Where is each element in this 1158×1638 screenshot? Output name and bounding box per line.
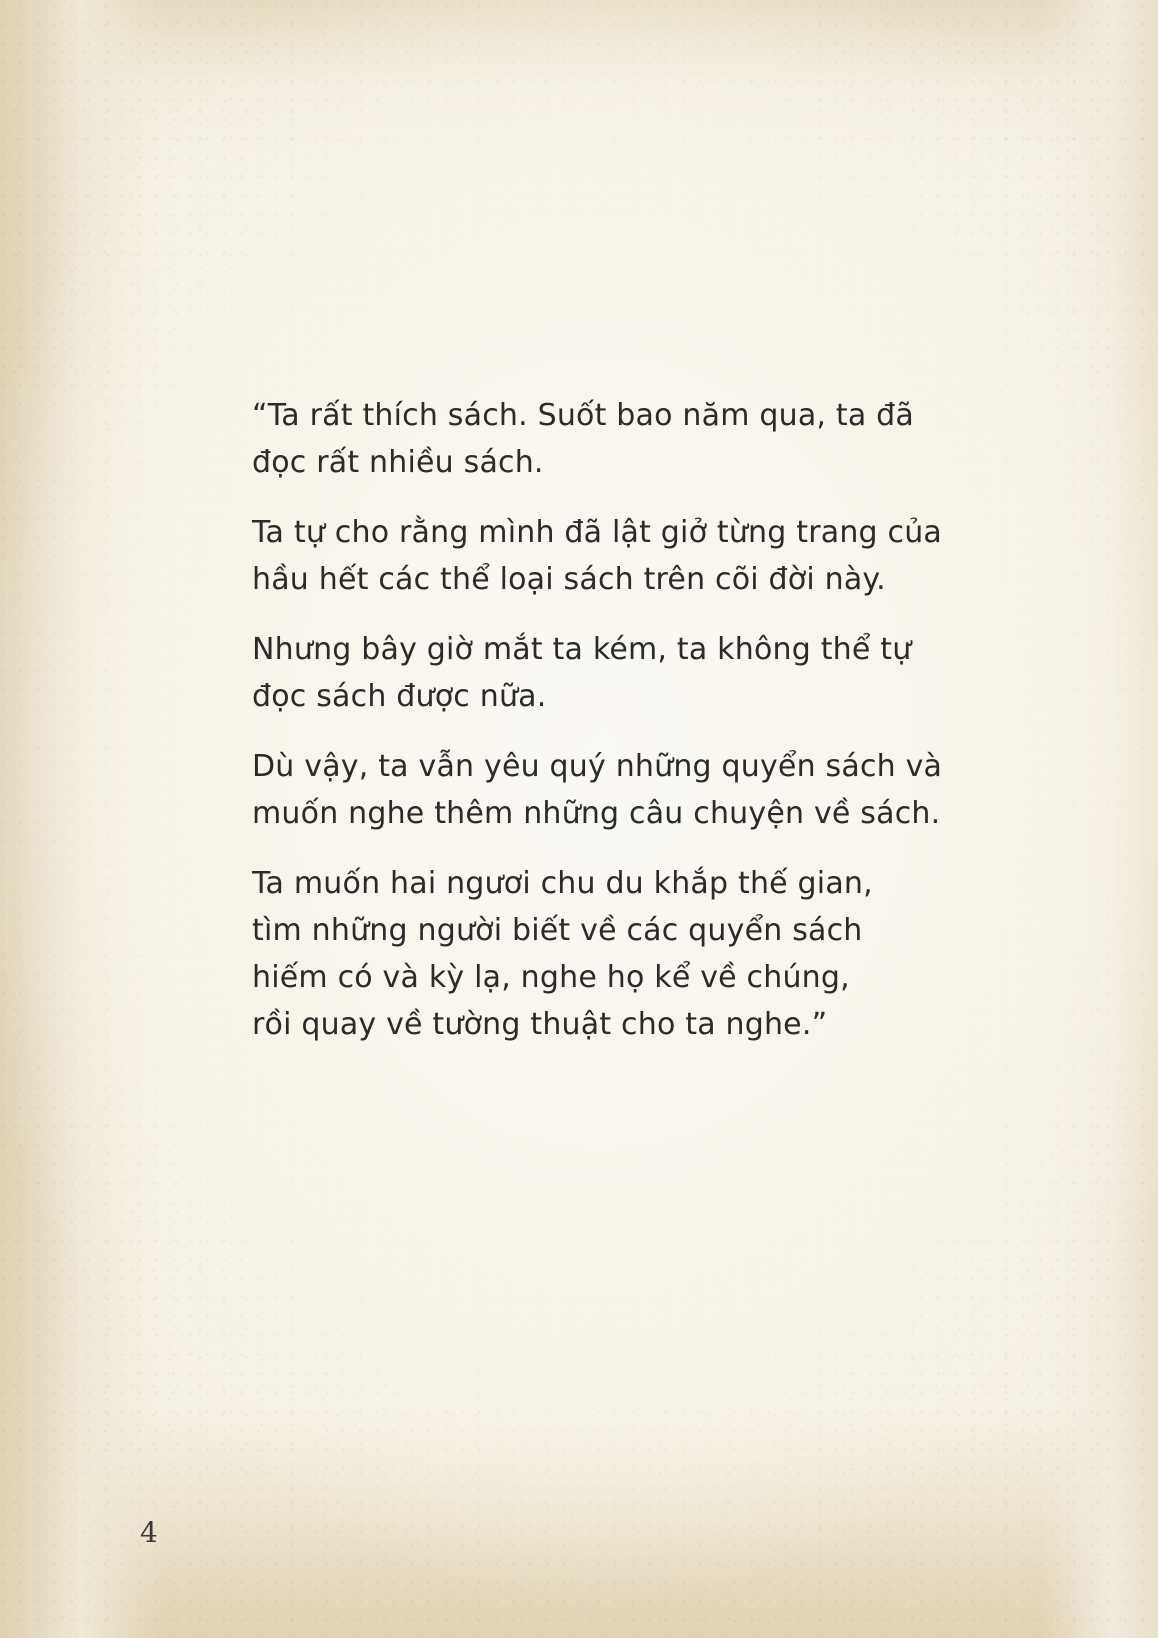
- paragraph-2: Ta tự cho rằng mình đã lật giở từng trang của hầu hết các thể loại sách trên cõi đời này.: [252, 515, 943, 597]
- paragraph-1: “Ta rất thích sách. Suốt bao năm qua, ta đã đọc rất nhiều sách.: [252, 398, 914, 480]
- page-number: 4: [140, 1516, 158, 1549]
- paragraph-5: Ta muốn hai ngươi chu du khắp thế gian, tìm những người biết về các quyển sách hiếm có và kỳ lạ, nghe họ kể về chúng, rồi quay về tường thuật cho ta nghe.”: [252, 866, 873, 1042]
- story-text: [252, 392, 972, 1071]
- paragraph-4: Dù vậy, ta vẫn yêu quý những quyển sách và muốn nghe thêm những câu chuyện về sách.: [252, 749, 943, 831]
- paragraph-3: Nhưng bây giờ mắt ta kém, ta không thể tự đọc sách được nữa.: [252, 632, 912, 714]
